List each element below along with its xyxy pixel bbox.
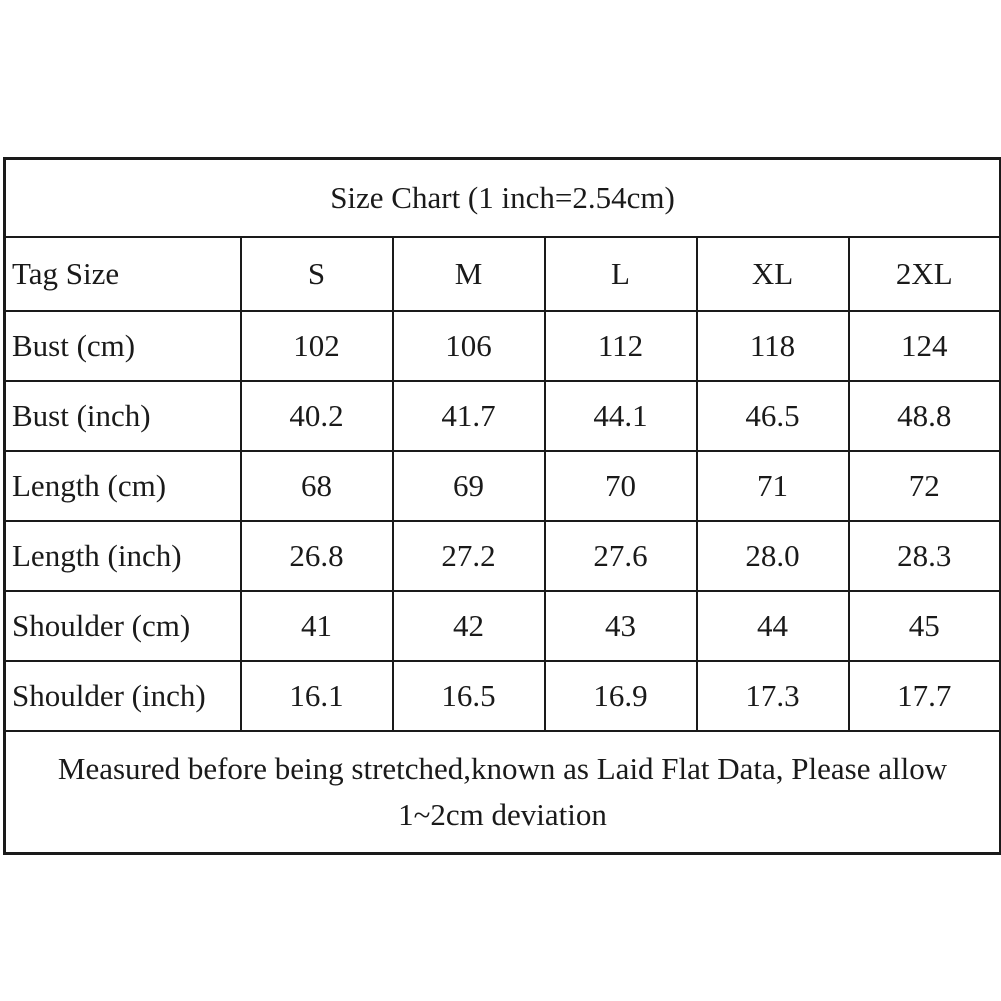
size-header-cell: S bbox=[241, 237, 393, 311]
value-cell: 112 bbox=[545, 311, 697, 381]
row-label: Shoulder (inch) bbox=[5, 661, 241, 731]
value-cell: 42 bbox=[393, 591, 545, 661]
size-header-cell: 2XL bbox=[849, 237, 1001, 311]
value-cell: 28.3 bbox=[849, 521, 1001, 591]
note-row bbox=[5, 731, 1001, 854]
value-cell: 106 bbox=[393, 311, 545, 381]
value-cell: 17.7 bbox=[849, 661, 1001, 731]
value-cell: 17.3 bbox=[697, 661, 849, 731]
value-cell: 40.2 bbox=[241, 381, 393, 451]
row-label: Length (inch) bbox=[5, 521, 241, 591]
size-header-row bbox=[5, 237, 1001, 311]
size-header-cell: XL bbox=[697, 237, 849, 311]
table-row bbox=[5, 381, 1001, 451]
table-row bbox=[5, 521, 1001, 591]
value-cell: 41 bbox=[241, 591, 393, 661]
size-header-cell: L bbox=[545, 237, 697, 311]
row-label: Bust (cm) bbox=[5, 311, 241, 381]
value-cell: 102 bbox=[241, 311, 393, 381]
size-chart-table bbox=[3, 157, 1001, 855]
title-row bbox=[5, 159, 1001, 238]
value-cell: 46.5 bbox=[697, 381, 849, 451]
value-cell: 69 bbox=[393, 451, 545, 521]
value-cell: 28.0 bbox=[697, 521, 849, 591]
value-cell: 118 bbox=[697, 311, 849, 381]
table-row bbox=[5, 451, 1001, 521]
measurement-note: Measured before being stretched,known as Laid Flat Data, Please allow 1~2cm deviation bbox=[5, 731, 1001, 854]
table-row bbox=[5, 311, 1001, 381]
row-label: Tag Size bbox=[5, 237, 241, 311]
value-cell: 41.7 bbox=[393, 381, 545, 451]
value-cell: 16.5 bbox=[393, 661, 545, 731]
value-cell: 44 bbox=[697, 591, 849, 661]
table-title: Size Chart (1 inch=2.54cm) bbox=[5, 159, 1001, 238]
row-label: Shoulder (cm) bbox=[5, 591, 241, 661]
row-label: Length (cm) bbox=[5, 451, 241, 521]
value-cell: 44.1 bbox=[545, 381, 697, 451]
value-cell: 16.1 bbox=[241, 661, 393, 731]
value-cell: 26.8 bbox=[241, 521, 393, 591]
row-label: Bust (inch) bbox=[5, 381, 241, 451]
value-cell: 72 bbox=[849, 451, 1001, 521]
value-cell: 27.6 bbox=[545, 521, 697, 591]
table-row bbox=[5, 661, 1001, 731]
value-cell: 16.9 bbox=[545, 661, 697, 731]
value-cell: 43 bbox=[545, 591, 697, 661]
value-cell: 68 bbox=[241, 451, 393, 521]
value-cell: 71 bbox=[697, 451, 849, 521]
value-cell: 27.2 bbox=[393, 521, 545, 591]
size-header-cell: M bbox=[393, 237, 545, 311]
value-cell: 45 bbox=[849, 591, 1001, 661]
value-cell: 124 bbox=[849, 311, 1001, 381]
table-row bbox=[5, 591, 1001, 661]
value-cell: 48.8 bbox=[849, 381, 1001, 451]
value-cell: 70 bbox=[545, 451, 697, 521]
